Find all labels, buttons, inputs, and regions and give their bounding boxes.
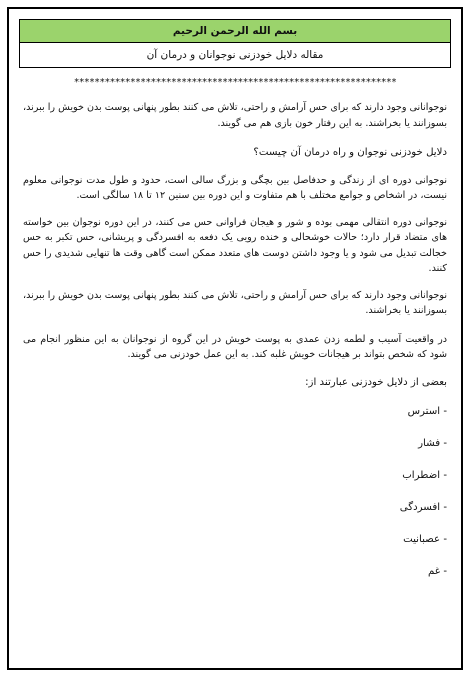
section-question: دلایل خودزنی نوجوان و راه درمان آن چیست؟	[253, 147, 447, 158]
list-item: - اضطراب	[402, 470, 447, 481]
article-title: مقاله دلایل خودزنی نوجوانان و درمان آن	[20, 43, 450, 67]
paragraph-reality: در واقعیت آسیب و لطمه زدن عمدی به پوست خویش در این گروه از نوجوانان به این منظور انجام می شود که شخص بتواند بر هیجانات خویش غلبه کند. به این عمل خودزنی می گویند.	[23, 333, 447, 360]
header-box	[19, 19, 451, 68]
paragraph-transition-period: نوجوانی دوره انتقالی مهمی بوده و شور و هیجان فراوانی حس می کنند، در این دوره نوجوان بین خواسته های متضاد قرار دارد؛ حالات خوشحالی و خنده رویی یک دفعه به افسردگی و پریشانی، حس تکبر به حس خجالت تبدیل می شود و یا وجود داشتن دوست های متعدد ممکن است گاهی وقت ها تنهایی شدیدی را حس کنند.	[23, 216, 447, 274]
reasons-list	[23, 402, 447, 594]
list-item: - فشار	[418, 438, 447, 449]
paragraph-adolescence-definition: نوجوانی دوره ای از زندگی و حدفاصل بین بچگی و بزرگ سالی است، حدود و طول مدت نوجوانی معلوم نیست، در اشخاص و جوامع مختلف با هم متفاوت و این دوره بین سنین ۱۲ تا ۱۸ سالگی است.	[23, 174, 447, 201]
asterisk-divider: ***************************************************************	[73, 77, 397, 88]
reasons-intro: بعضی از دلایل خودزنی عبارتند از:	[305, 376, 447, 388]
list-item: - غم	[427, 566, 447, 577]
paragraph-self-harm: نوجوانانی وجود دارند که برای حس آرامش و راحتی، تلاش می کنند بطور پنهانی پوست بدن خویش را ببرند، بسوزانند یا بخراشند.	[23, 289, 447, 316]
bismillah-banner: بسم الله الرحمن الرحیم	[20, 20, 450, 43]
list-item: - عصبانیت	[403, 534, 447, 545]
list-item: - استرس	[407, 406, 447, 417]
document-page	[7, 7, 463, 670]
paragraph-intro: نوجوانانی وجود دارند که برای حس آرامش و راحتی، تلاش می کنند بطور پنهانی پوست بدن خویش را ببرند، بسوزانند یا بخراشند. به این رفتار خون بازی هم می گویند.	[23, 102, 447, 129]
article-body	[9, 100, 461, 594]
list-item: - افسردگی	[399, 502, 447, 513]
